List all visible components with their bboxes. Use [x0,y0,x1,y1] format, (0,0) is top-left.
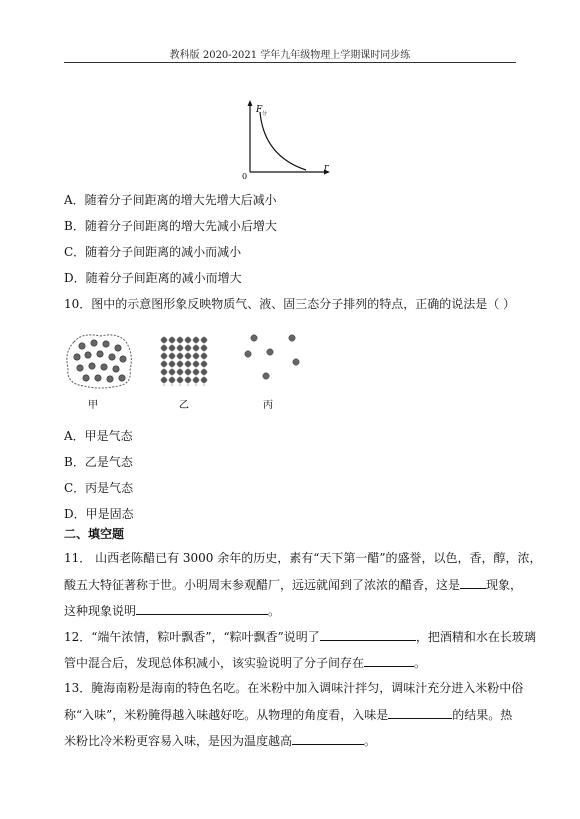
graph-origin: 0 [242,172,248,180]
section-title: 二、填空题 [64,527,125,541]
graph-y-sub: 分 [262,111,268,117]
q12-blank-2[interactable] [364,654,414,667]
q11-line2 [64,576,522,593]
q11-blank-2[interactable] [136,602,268,615]
q10-option-b: B．乙是气态 [64,455,133,469]
q11-blank-1[interactable] [460,576,486,589]
label-yi: 乙 [179,400,189,411]
q12-line2-end: 。 [414,656,427,670]
q11-line1: 11． 山西老陈醋已有 3000 余年的历史，素有“天下第一醋”的盛誉，以色，香，醇，浓， [64,551,542,565]
q10-option-c: C．丙是气态 [64,481,134,495]
page-header: 教科版 2020-2021 学年九年级物理上学期课时同步练 [169,50,411,61]
q12-line2-text: 管中混合后，发现总体积减小，该实验说明了分子间存在 [64,656,365,670]
q12-line2 [64,654,426,671]
q10-option-a: A．甲是气态 [64,429,133,443]
graph-y-label: F [256,105,263,115]
label-bing: 丙 [263,400,273,411]
q13-line3 [64,732,376,749]
q13-line2-end: 的结果。热 [452,708,513,722]
q9-option-d: D．随着分子间距离的减小而增大 [64,271,242,285]
q11-line3 [64,602,280,619]
q12-line1-text: 12．“端午浓情，粽叶飘香”，“粽叶飘香”说明了 [64,630,320,644]
q13-line2-text: 称“入味”，米粉腌得越入味越好吃。从物理的角度看，入味是 [64,708,389,722]
q10-option-d: D．甲是固态 [64,507,134,521]
q12-blank-1[interactable] [320,628,416,641]
q9-option-c: C．随着分子间距离的减小而减小 [64,245,242,259]
q11-line2-end: 现象， [486,578,523,592]
q11-line3-text: 这种现象说明 [64,604,137,618]
header-divider [64,62,516,63]
graph-x-label: r [324,163,329,173]
q12-line1-end: ，把酒精和水在长玻璃 [415,630,536,644]
q13-line3-text: 米粉比冷米粉更容易入味，是因为温度越高 [64,734,293,748]
label-jia: 甲 [88,400,98,411]
q13-line1: 13．腌海南粉是海南的特色名吃。在米粉中加入调味汁拌匀，调味汁充分进入米粉中俗 [64,681,524,695]
q12-line1 [64,628,536,645]
q13-blank-2[interactable] [292,732,364,745]
q11-line3-end: 。 [268,604,281,618]
q11-line2-text: 酸五大特征著称于世。小明周末参观醋厂，远远就闻到了浓浓的醋香，这是 [64,578,461,592]
q13-line3-end: 。 [364,734,377,748]
q9-option-a: A．随着分子间距离的增大先增大后减小 [64,193,277,207]
q10-stem: 10．图中的示意图形象反映物质气、液、固三态分子排列的特点，正确的说法是（ ） [64,297,516,311]
force-distance-graph [236,98,336,180]
q13-blank-1[interactable] [388,706,452,719]
states-diagram [60,330,320,415]
q9-option-b: B．随着分子间距离的增大先减小后增大 [64,219,277,233]
q13-line2 [64,706,512,723]
